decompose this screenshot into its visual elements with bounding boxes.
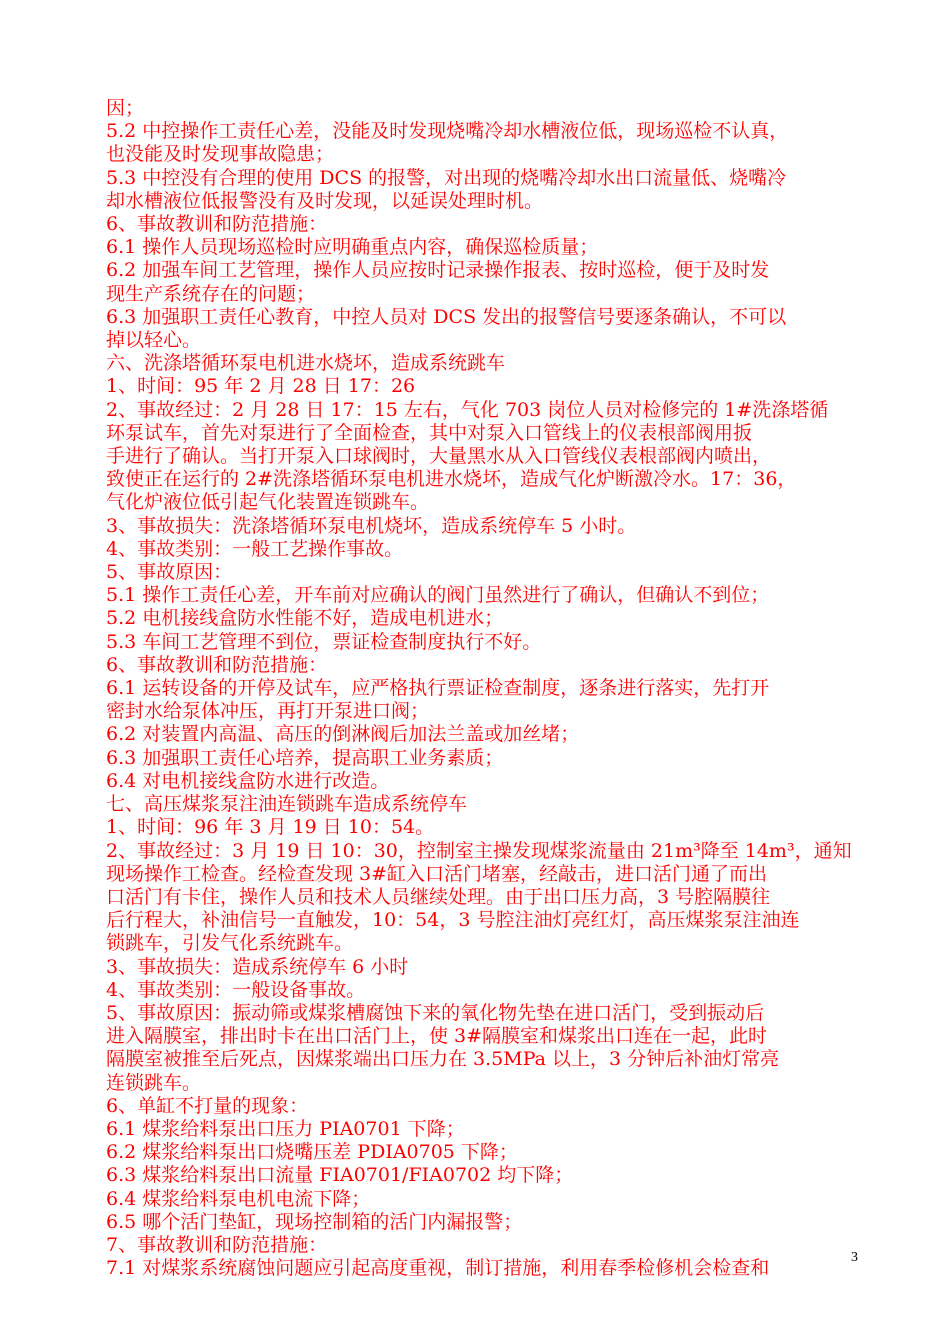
text-line: 2、事故经过：3 月 19 日 10：30，控制室主操发现煤浆流量由 21m³降至 14m³，通知: [106, 839, 852, 862]
text-line: 致使正在运行的 2#洗涤塔循环泵电机进水烧坏，造成气化炉断激冷水。17：36，: [106, 468, 797, 491]
text-line: 掉以轻心。: [106, 329, 202, 352]
text-line: 却水槽液位低报警没有及时发现，以延误处理时机。: [106, 189, 544, 212]
text-line: 连锁跳车。: [106, 1071, 202, 1094]
text-line: 5.3 车间工艺管理不到位，票证检查制度执行不好。: [106, 630, 542, 653]
text-line: 5.3 中控没有合理的使用 DCS 的报警，对出现的烧嘴冷却水出口流量低、烧嘴冷: [106, 166, 787, 189]
text-line: 4、事故类别：一般工艺操作事故。: [106, 537, 404, 560]
text-line: 6.1 煤浆给料泵出口压力 PIA0701 下降；: [106, 1117, 465, 1140]
text-line: 现生产系统存在的问题；: [106, 282, 316, 305]
text-line: 环泵试车，首先对泵进行了全面检查，其中对泵入口管线上的仪表根部阀用扳: [106, 421, 753, 444]
text-line: 7.1 对煤浆系统腐蚀问题应引起高度重视，制订措施，利用春季检修机会检查和: [106, 1257, 770, 1280]
text-line: 6.2 煤浆给料泵出口烧嘴压差 PDIA0705 下降；: [106, 1141, 518, 1164]
text-line: 密封水给泵体冲压，再打开泵进口阀；: [106, 700, 430, 723]
text-line: 6.2 加强车间工艺管理，操作人员应按时记录操作报表、按时巡检，便于及时发: [106, 259, 770, 282]
text-line: 5、事故原因：: [106, 561, 233, 584]
text-line: 1、时间：96 年 3 月 19 日 10：54。: [106, 816, 435, 839]
text-line: 2、事故经过：2 月 28 日 17：15 左右，气化 703 岗位人员对检修完的 1#洗涤塔循: [106, 398, 829, 421]
text-line: 现场操作工检查。经检查发现 3#缸入口活门堵塞，经敲击，进口活门通了而出: [106, 862, 768, 885]
page-number: 3: [851, 1250, 858, 1265]
text-line: 进入隔膜室，排出时卡在出口活门上，使 3#隔膜室和煤浆出口连在一起，此时: [106, 1025, 768, 1048]
text-line: 5.1 操作工责任心差，开车前对应确认的阀门虽然进行了确认，但确认不到位；: [106, 584, 770, 607]
text-line: 1、时间：95 年 2 月 28 日 17：26: [106, 375, 416, 398]
document-body: [106, 97, 866, 1280]
text-line: 手进行了确认。当打开泵入口球阀时，大量黑水从入口管线仪表根部阀内喷出，: [106, 445, 772, 468]
text-line: 锁跳车，引发气化系统跳车。: [106, 932, 354, 955]
text-line: 4、事故类别：一般设备事故。: [106, 978, 366, 1001]
text-line: 5.2 电机接线盒防水性能不好，造成电机进水；: [106, 607, 504, 630]
text-line: 6、事故教训和防范措施：: [106, 653, 328, 676]
text-line: 也没能及时发现事故隐患；: [106, 143, 335, 166]
text-line: 气化炉液位低引起气化装置连锁跳车。: [106, 491, 430, 514]
text-line: 5、事故原因：振动筛或煤浆槽腐蚀下来的氧化物先垫在进口活门，受到振动后: [106, 1001, 765, 1024]
text-line: 6.1 运转设备的开停及试车，应严格执行票证检查制度，逐条进行落实，先打开: [106, 677, 770, 700]
text-line: 6、单缸不打量的现象：: [106, 1094, 309, 1117]
text-line: 6.5 哪个活门垫缸，现场控制箱的活门内漏报警；: [106, 1210, 523, 1233]
text-line: 6、事故教训和防范措施：: [106, 213, 328, 236]
text-line: 6.3 加强职工责任心教育，中控人员对 DCS 发出的报警信号要逐条确认，不可以: [106, 305, 787, 328]
text-line: 因；: [106, 97, 145, 119]
text-line: 5.2 中控操作工责任心差，没能及时发现烧嘴冷却水槽液位低，现场巡检不认真，: [106, 120, 789, 143]
text-line: 6.4 对电机接线盒防水进行改造。: [106, 769, 390, 792]
text-line: 6.3 加强职工责任心培养，提高职工业务素质；: [106, 746, 504, 769]
text-line: 7、事故教训和防范措施：: [106, 1233, 328, 1256]
text-line: 6.4 煤浆给料泵电机电流下降；: [106, 1187, 371, 1210]
text-line: 3、事故损失：造成系统停车 6 小时: [106, 955, 409, 978]
text-line: 后行程大，补油信号一直触发，10：54，3 号腔注油灯亮红灯，高压煤浆泵注油连: [106, 909, 800, 932]
text-line: 六、洗涤塔循环泵电机进水烧坏，造成系统跳车: [106, 352, 506, 375]
text-line: 3、事故损失：洗涤塔循环泵电机烧坏，造成系统停车 5 小时。: [106, 514, 637, 537]
text-line: 隔膜室被推至后死点，因煤浆端出口压力在 3.5MPa 以上，3 分钟后补油灯常亮: [106, 1048, 780, 1071]
text-line: 6.3 煤浆给料泵出口流量 FIA0701/FIA0702 均下降；: [106, 1164, 574, 1187]
text-line: 七、高压煤浆泵注油连锁跳车造成系统停车: [106, 793, 468, 816]
text-line: 口活门有卡住，操作人员和技术人员继续处理。由于出口压力高，3 号腔隔膜往: [106, 885, 771, 908]
text-line: 6.1 操作人员现场巡检时应明确重点内容，确保巡检质量；: [106, 236, 599, 259]
text-line: 6.2 对装置内高温、高压的倒淋阀后加法兰盖或加丝堵；: [106, 723, 580, 746]
